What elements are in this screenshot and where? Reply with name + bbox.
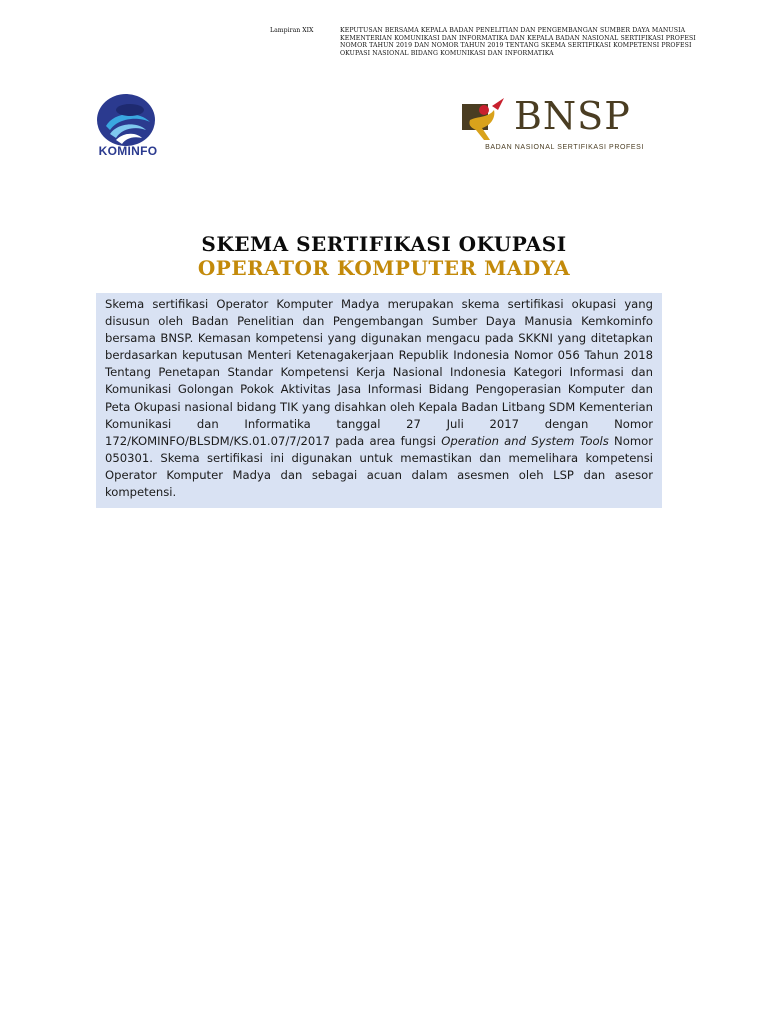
description-part-1: Skema sertifikasi Operator Komputer Madya merupakan skema sertifikasi okupasi yang disusun oleh Badan Penelitian dan Pengembangan Sumber Daya Manusia Kemkominfo bersama BNSP. Kemasan kompetensi yang digunakan mengacu pada SKKNI yang ditetapkan berdasarkan keputusan Menteri Ketenagakerjaan Republik Indonesia Nomor 056 Tahun 2018 Tentang Penetapan Standar Kompetensi Kerja Nasional Indonesia Kategori Informasi dan Komunikasi Golongan Pokok Aktivitas Jasa Informasi Bidang Pengoperasian Komputer dan Peta Okupasi nasional bidang TIK yang disahkan oleh Kepala Badan Litbang SDM Kementerian Komunikasi dan Informatika tanggal 27 Juli 2017 dengan Nomor 172/KOMINFO/BLSDM/KS.01.07/7/2017 pada area fungsi xyxy=(105,297,653,448)
description-part-2: Nomor 050301. Skema sertifikasi ini digunakan untuk memastikan dan memelihara kompetensi Operator Komputer Madya dan sebagai acuan dalam asesmen oleh LSP dan asesor kompetensi. xyxy=(105,433,653,500)
attachment-header xyxy=(270,27,710,57)
occupation-title: OPERATOR KOMPUTER MADYA xyxy=(197,256,571,280)
bnsp-emblem-icon xyxy=(460,96,512,146)
scheme-title: SKEMA SERTIFIKASI OKUPASI xyxy=(201,232,567,256)
kominfo-logo xyxy=(86,92,170,160)
kominfo-emblem-icon xyxy=(86,92,170,148)
bnsp-logo xyxy=(460,94,650,158)
attachment-text: KEPUTUSAN BERSAMA KEPALA BADAN PENELITIAN DAN PENGEMBANGAN SUMBER DAYA MANUSIA KEMENTERIAN KOMUNIKASI DAN INFORMATIKA DAN KEPALA BADAN NASIONAL SERTIFIKASI PROFESI NOMOR TAHUN 2019 DAN NOMOR TAHUN 2019 TENTANG SKEMA SERTIFIKASI KOMPETENSI PROFESI OKUPASI NASIONAL BIDANG KOMUNIKASI DAN INFORMATIKA xyxy=(340,27,696,57)
bnsp-wordmark: BNSP xyxy=(514,94,631,138)
scheme-description xyxy=(96,293,662,508)
bnsp-subtitle: BADAN NASIONAL SERTIFIKASI PROFESI xyxy=(485,144,644,151)
attachment-label: Lampiran XIX xyxy=(270,27,314,34)
description-italic: Operation and System Tools xyxy=(441,433,609,448)
kominfo-wordmark: KOMINFO xyxy=(98,144,158,158)
